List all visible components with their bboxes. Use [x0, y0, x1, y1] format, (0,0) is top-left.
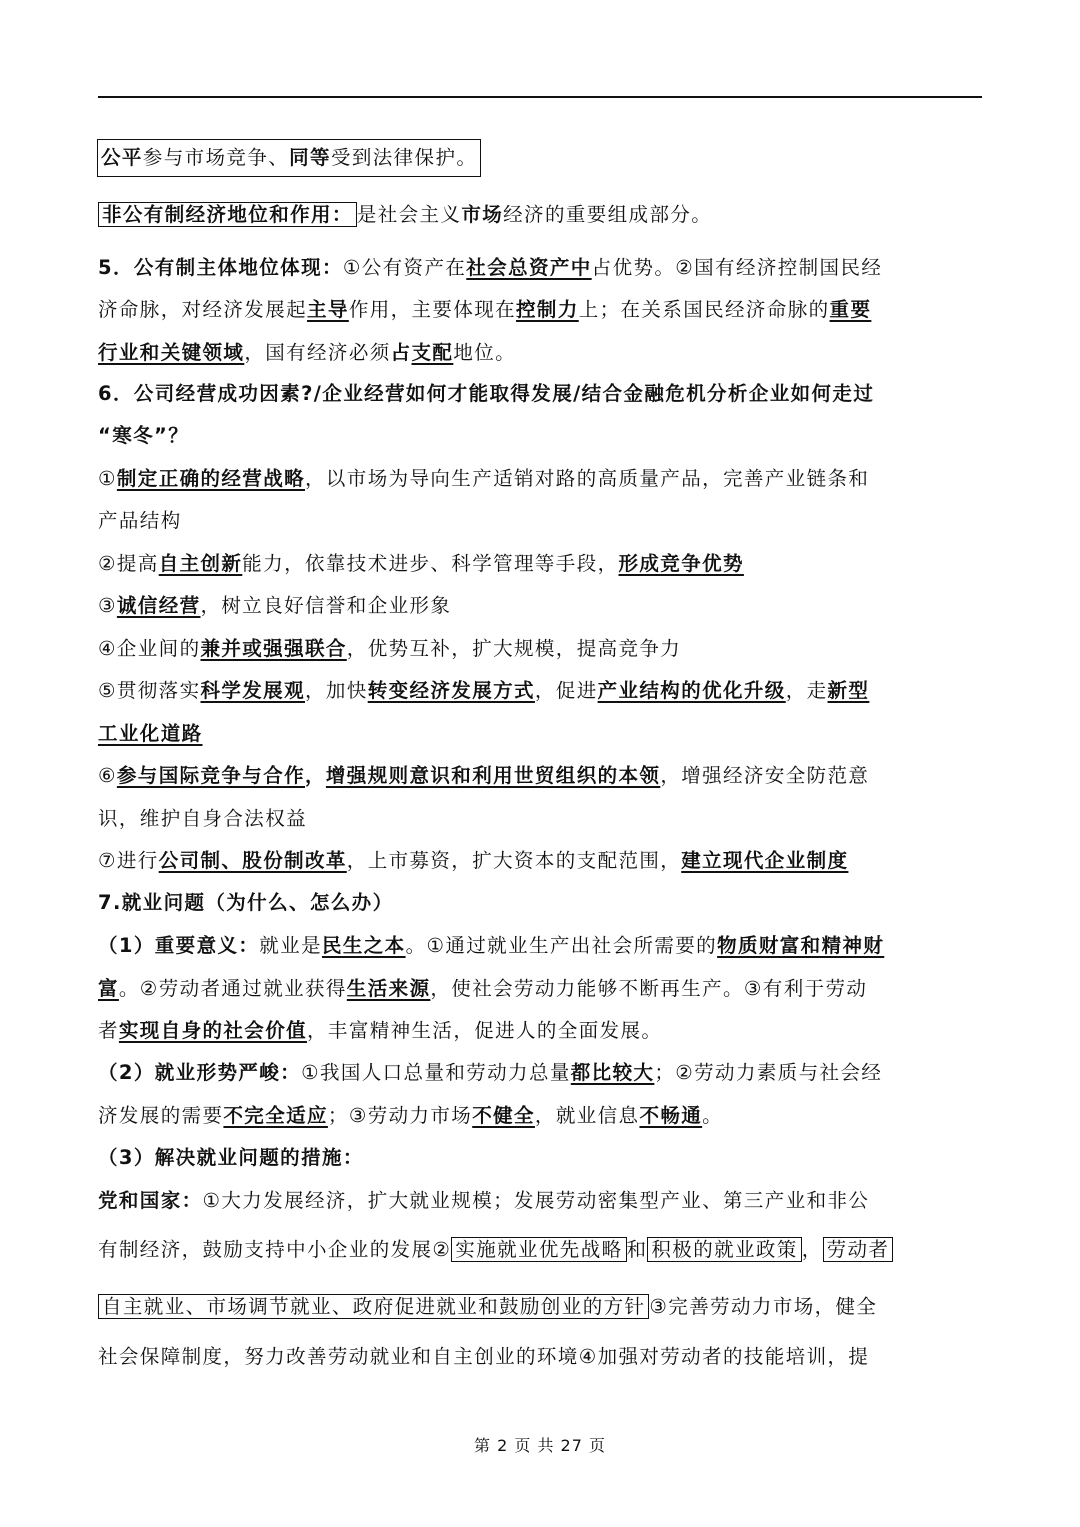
underlined-keyword: 实现自身的社会价值	[118, 1019, 308, 1042]
text-segment: ，加快	[305, 679, 368, 702]
text-segment: ，丰富精神生活，促进人的全面发展。	[307, 1019, 663, 1042]
text-line	[98, 1013, 982, 1049]
text-segment: ③完善劳动力市场，健全	[649, 1295, 878, 1318]
page-footer: 第 2 页 共 27 页	[474, 1436, 606, 1455]
text-line	[98, 1289, 982, 1325]
underlined-keyword: 主导	[307, 298, 349, 321]
text-line	[98, 461, 982, 497]
text-line	[98, 292, 982, 328]
text-segment: 作用，主要体现在	[348, 298, 517, 321]
text-line	[98, 1183, 982, 1219]
text-segment: 济发展的需要	[98, 1104, 224, 1127]
underlined-keyword: 不畅通	[639, 1104, 703, 1127]
underlined-keyword: 增强规则意识和利用世贸组织的本领	[325, 764, 661, 787]
text-segment: ④企业间的	[98, 637, 201, 660]
text-segment: ，增强经济安全防范意	[660, 764, 870, 787]
underlined-keyword: 生活来源	[346, 977, 431, 1000]
text-line	[98, 376, 982, 412]
text-line	[98, 631, 982, 667]
bold-text: “寒冬”？	[98, 424, 190, 447]
text-line	[98, 885, 982, 921]
boxed-text: 劳动者	[823, 1237, 894, 1262]
bold-text: 市场	[461, 203, 504, 226]
text-segment: 地位。	[453, 341, 517, 364]
text-line	[98, 335, 982, 371]
underlined-keyword: 转变经济发展方式	[367, 679, 535, 702]
text-segment: 。	[702, 1104, 724, 1127]
boxed-text: 积极的就业政策	[647, 1237, 801, 1262]
text-line	[98, 673, 982, 709]
text-line	[98, 1055, 982, 1091]
text-segment: ①我国人口总量和劳动力总量	[301, 1061, 571, 1084]
boxed-text: 自主就业、市场调节就业、政府促进就业和鼓励创业的方针	[98, 1294, 649, 1319]
underlined-keyword: 民生之本	[321, 934, 406, 957]
text-line	[98, 716, 982, 752]
bold-text: 占	[390, 341, 412, 364]
boxed-text: 实施就业优先战略	[451, 1237, 626, 1262]
underlined-keyword: 控制力	[516, 298, 579, 321]
text-segment: 社会保障制度，努力改善劳动就业和自主创业的环境④加强对劳动者的技能培训，提	[98, 1345, 870, 1368]
text-segment: ，以市场为导向生产适销对路的高质量产品，完善产业链条和	[305, 467, 870, 490]
text-segment: 参与市场竞争、	[142, 146, 290, 169]
text-segment: 识，维护自身合法权益	[98, 807, 308, 830]
text-segment: 能力，依靠技术进步、科学管理等手段，	[242, 552, 619, 575]
bold-text: （1）重要意义：	[98, 934, 260, 957]
text-segment: 经济的重要组成部分。	[503, 203, 713, 226]
underlined-keyword: 建立现代企业制度	[681, 849, 849, 872]
underlined-keyword: 社会总资产中	[466, 256, 592, 279]
text-segment: ，上市募资，扩大资本的支配范围，	[346, 849, 682, 872]
text-segment: ，国有经济必须	[244, 341, 391, 364]
underlined-keyword: 支配	[411, 341, 454, 364]
text-line	[98, 928, 982, 964]
underlined-keyword: 自主创新	[158, 552, 243, 575]
bold-text: 5．公有制主体地位体现：	[98, 256, 343, 279]
text-segment: 是社会主义	[356, 203, 462, 226]
text-segment: 产品结构	[98, 509, 182, 532]
underlined-keyword: 兼并或强强联合	[200, 637, 347, 660]
text-line	[98, 546, 982, 582]
bold-text: ，	[305, 764, 326, 787]
text-line	[98, 801, 982, 837]
text-segment: ①	[98, 467, 117, 490]
underlined-keyword: 公司制、股份制改革	[158, 849, 347, 872]
text-segment: 占优势。②国有经济控制国民经	[591, 256, 883, 279]
text-segment: 。②劳动者通过就业获得	[118, 977, 347, 1000]
text-segment: ，促进	[534, 679, 598, 702]
underlined-keyword: 产业结构的优化升级	[597, 679, 786, 702]
top-rule	[98, 96, 982, 98]
text-segment: 上；在关系国民经济命脉的	[578, 298, 830, 321]
underlined-keyword: 形成竞争优势	[618, 552, 744, 575]
text-segment: ；③劳动力市场	[327, 1104, 473, 1127]
underlined-keyword: 富	[98, 977, 119, 1000]
bold-text: 非公有制经济地位和作用：	[98, 202, 357, 227]
text-segment: 和	[626, 1238, 648, 1261]
text-segment: ，树立良好信誉和企业形象	[200, 594, 452, 617]
text-line	[98, 503, 982, 539]
text-segment: ；②劳动力素质与社会经	[654, 1061, 883, 1084]
text-segment: ⑦进行	[98, 849, 159, 872]
bold-text: 党和国家：	[98, 1189, 203, 1212]
text-segment: 就业是	[259, 934, 322, 957]
text-segment: ，就业信息	[534, 1104, 640, 1127]
underlined-keyword: 行业和关键领域	[98, 341, 245, 364]
text-segment: ，优势互补，扩大规模，提高竞争力	[346, 637, 682, 660]
text-line	[98, 1140, 982, 1176]
underlined-keyword: 科学发展观	[200, 679, 305, 702]
text-segment: 受到法律保护。	[330, 146, 478, 169]
underlined-keyword: 重要	[829, 298, 872, 321]
text-line	[98, 1098, 982, 1134]
text-segment: 有制经济，鼓励支持中小企业的发展②	[98, 1238, 452, 1261]
text-line	[98, 1232, 982, 1268]
text-line	[98, 971, 982, 1007]
text-line	[98, 843, 982, 879]
text-segment: ③	[98, 594, 117, 617]
bold-text: （2）就业形势严峻：	[98, 1061, 302, 1084]
text-segment: ，走	[785, 679, 828, 702]
text-segment: ，	[801, 1238, 823, 1261]
underlined-keyword: 不健全	[472, 1104, 535, 1127]
bold-text: 公平	[101, 146, 143, 169]
underlined-keyword: 新型	[827, 679, 870, 702]
bold-text: 同等	[289, 146, 331, 169]
text-line	[98, 418, 982, 454]
underlined-keyword: 诚信经营	[116, 594, 201, 617]
text-segment: ，使社会劳动力能够不断再生产。③有利于劳动	[430, 977, 868, 1000]
underlined-keyword: 工业化道路	[98, 722, 203, 745]
text-segment: 者	[98, 1019, 119, 1042]
underlined-keyword: 都比较大	[570, 1061, 655, 1084]
text-segment: ②提高	[98, 552, 159, 575]
text-segment: ⑥	[98, 764, 117, 787]
bold-text: 6．公司经营成功因素?/企业经营如何才能取得发展/结合金融危机分析企业如何走过	[98, 382, 875, 405]
text-segment: ①公有资产在	[342, 256, 467, 279]
text-segment: ⑤贯彻落实	[98, 679, 201, 702]
bold-text: 7.就业问题（为什么、怎么办）	[98, 891, 394, 914]
underlined-keyword: 不完全适应	[223, 1104, 328, 1127]
text-line	[98, 1339, 982, 1375]
underlined-keyword: 物质财富和精神财	[717, 934, 885, 957]
text-line	[98, 250, 982, 286]
text-line	[98, 197, 982, 233]
text-line	[98, 588, 982, 624]
text-segment: 。①通过就业生产出社会所需要的	[405, 934, 718, 957]
text-segment: ①大力发展经济，扩大就业规模；发展劳动密集型产业、第三产业和非公	[202, 1189, 870, 1212]
underlined-keyword: 制定正确的经营战略	[116, 467, 305, 490]
bold-text: （3）解决就业问题的措施：	[98, 1146, 364, 1169]
text-line	[98, 758, 982, 794]
underlined-keyword: 参与国际竞争与合作	[116, 764, 305, 787]
text-line	[97, 139, 481, 177]
text-segment: 济命脉，对经济发展起	[98, 298, 308, 321]
